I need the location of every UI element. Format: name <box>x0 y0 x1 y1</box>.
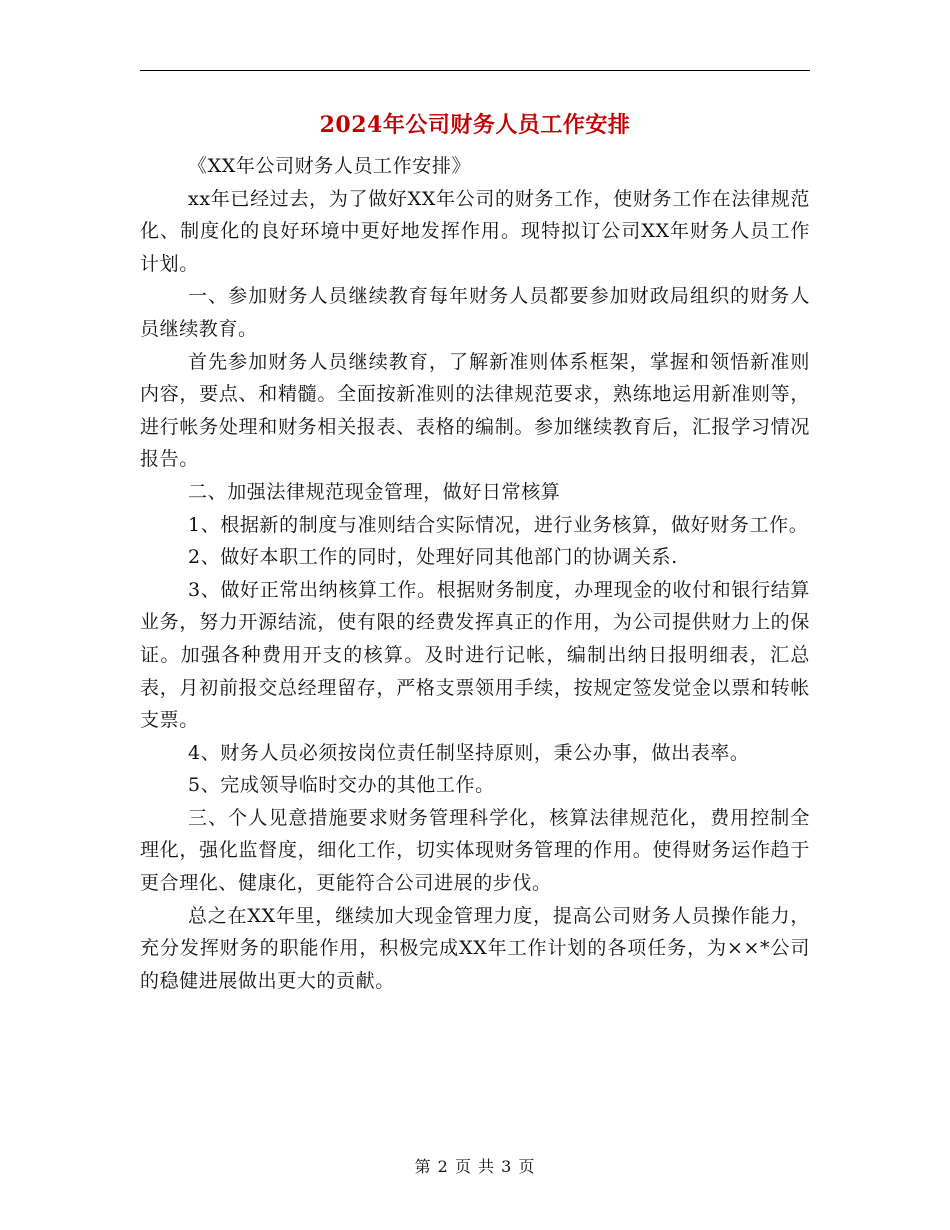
paragraph: xx年已经过去，为了做好XX年公司的财务工作，使财务工作在法律规范化、制度化的良好环境中更好地发挥作用。现特拟订公司XX年财务人员工作计划。 <box>140 187 810 275</box>
paragraph: 3、做好正常出纳核算工作。根据财务制度，办理现金的收付和银行结算业务，努力开源结流，使有限的经费发挥真正的作用，为公司提供财力上的保证。加强各种费用开支的核算。及时进行记帐，编制出纳日报明细表，汇总表，月初前报交总经理留存，严格支票领用手续，按规定签发觉金以票和转帐支票。 <box>140 578 810 732</box>
paragraph: 《XX年公司财务人员工作安排》 <box>188 155 472 177</box>
paragraph: 二、加强法律规范现金管理，做好日常核算 <box>188 480 561 503</box>
paragraph: 1、根据新的制度与准则结合实际情况，进行业务核算，做好财务工作。 <box>188 513 809 536</box>
paragraph: 5、完成领导临时交办的其他工作。 <box>188 774 495 797</box>
document-body <box>140 150 810 997</box>
paragraph: 2、做好本职工作的同时，处理好同其他部门的协调关系. <box>188 546 678 569</box>
paragraph: 一、参加财务人员继续教育每年财务人员都要参加财政局组织的财务人员继续教育。 <box>140 285 810 340</box>
page-number-footer: 第 2 页 共 3 页 <box>414 1157 536 1176</box>
document-title: 2024年公司财务人员工作安排 <box>319 112 631 138</box>
header-rule <box>140 70 810 71</box>
paragraph: 4、财务人员必须按岗位责任制坚持原则，秉公办事，做出表率。 <box>188 741 750 764</box>
paragraph: 首先参加财务人员继续教育，了解新准则体系框架，掌握和领悟新准则内容，要点、和精髓。全面按新准则的法律规范要求，熟练地运用新准则等，进行帐务处理和财务相关报表、表格的编制。参加继续教育后，汇报学习情况报告。 <box>140 350 810 471</box>
paragraph: 总之在XX年里，继续加大现金管理力度，提高公司财务人员操作能力，充分发挥财务的职能作用，积极完成XX年工作计划的各项任务，为××*公司的稳健进展做出更大的贡献。 <box>140 904 810 992</box>
paragraph: 三、个人见意措施要求财务管理科学化，核算法律规范化，费用控制全理化，强化监督度，细化工作，切实体现财务管理的作用。使得财务运作趋于更合理化、健康化，更能符合公司进展的步伐。 <box>140 806 810 895</box>
